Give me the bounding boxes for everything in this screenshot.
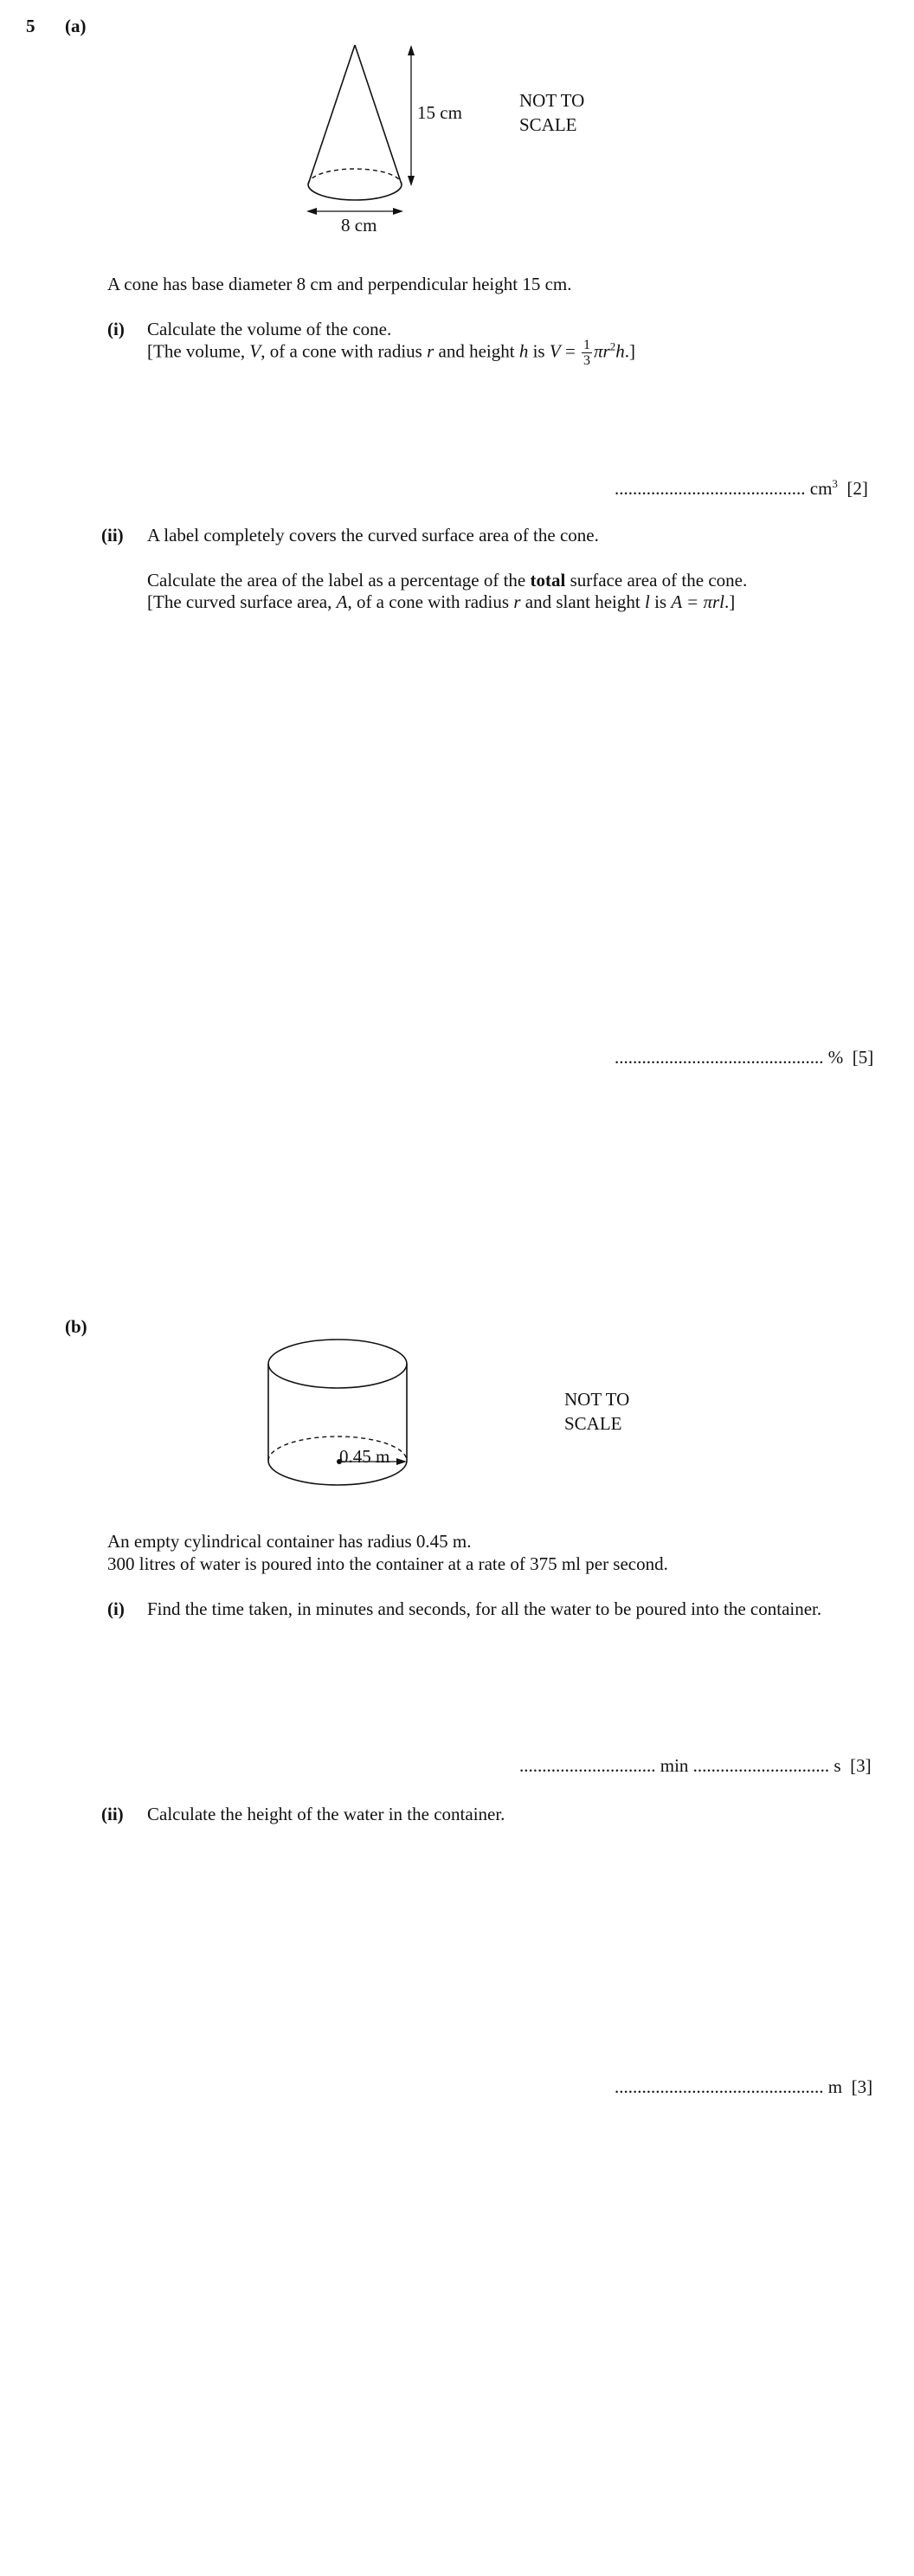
cone-diameter-label: 8 cm [341,215,377,236]
height-arrow-head-bottom [408,176,415,186]
hint-text: is [528,340,550,362]
instruction-text: surface area of the cone. [565,570,748,591]
scale-note-b-line1: NOT TO [564,1389,630,1410]
cone-left-edge [308,45,355,184]
part-a-i-label: (i) [107,319,125,339]
scale-note-a-line1: NOT TO [519,90,585,111]
part-a-label: (a) [65,16,87,36]
formula-equals: = [560,340,581,362]
part-a-intro: A cone has base diameter 8 cm and perpendicular height 15 cm. [107,274,572,294]
hint-close: .] [624,340,635,362]
hint-var-h: h [518,340,529,362]
hint-var-a: A [336,591,348,612]
part-b-ii-answer-line[interactable] [615,2076,872,2098]
radius-arrow-head [396,1458,407,1465]
cylinder-top [268,1340,407,1388]
cylinder-radius-label: 0.45 m [339,1446,390,1467]
part-a-i-answer-line[interactable] [615,477,868,500]
scale-note-a-line2: SCALE [519,114,577,135]
part-a-ii-instruction [147,570,747,591]
marks: [5] [852,1047,874,1068]
marks: [2] [846,478,868,499]
answer-unit-seconds: s [834,1755,841,1776]
answer-dots[interactable]: .............................................. [615,2076,824,2097]
hint-text: and height [434,340,519,362]
cylinder-diagram [260,1325,433,1498]
answer-dots-seconds[interactable]: .............................. [692,1755,830,1776]
part-b-i-text: Find the time taken, in minutes and seconds, for all the water to be poured into the container. [147,1598,822,1619]
part-a-ii-label: (ii) [101,525,124,546]
hint-text: [The volume, [147,340,250,362]
part-b-intro-line2: 300 litres of water is poured into the container at a rate of 375 ml per second. [107,1553,668,1574]
instruction-emphasis: total [530,570,566,591]
marks: [3] [851,2076,873,2097]
answer-unit: m [827,2076,843,2097]
diameter-arrow-head-left [306,208,317,215]
diameter-arrow-head-right [393,208,403,215]
answer-dots[interactable]: .......................................... [615,478,806,499]
answer-unit-minutes: min [660,1755,689,1776]
hint-text: , of a cone with radius [261,340,428,362]
hint-close: .] [724,591,736,612]
fraction-numerator: 1 [583,338,591,352]
part-a-ii-answer-line[interactable] [615,1047,873,1068]
formula-exponent: 2 [609,339,616,353]
question-number: 5 [26,16,35,36]
answer-unit: cm [809,478,833,499]
cone-height-label: 15 cm [417,102,462,123]
part-b-label: (b) [65,1316,87,1337]
part-a-ii-hint [147,591,735,613]
hint-var-r: r [427,340,434,362]
answer-unit: % [827,1047,844,1068]
hint-var-v: V [249,340,261,362]
formula-fraction [582,338,592,368]
scale-note-b-line2: SCALE [564,1413,622,1434]
hint-var-l: l [644,591,650,612]
formula-pi-r: πr [594,340,610,362]
part-b-intro-line1: An empty cylindrical container has radius 0.45 m. [107,1531,472,1552]
hint-text: and slant height [520,591,645,612]
cone-base-front [308,184,402,200]
part-b-i-label: (i) [107,1598,125,1619]
unit-exponent: 3 [832,477,838,490]
hint-text: , of a cone with radius [347,591,514,612]
part-b-ii-text: Calculate the height of the water in the container. [147,1804,505,1824]
hint-text: [The curved surface area, [147,591,337,612]
formula-var-v: V [549,340,561,362]
marks: [3] [850,1755,872,1776]
instruction-text: Calculate the area of the label as a percentage of the [147,570,531,591]
part-b-ii-label: (ii) [101,1804,124,1824]
part-a-ii-text: A label completely covers the curved surface area of the cone. [147,525,599,546]
part-b-i-answer-line[interactable] [519,1755,872,1777]
cone-diagram [294,35,485,242]
formula: A = πrl [671,591,724,612]
answer-dots[interactable]: .............................................. [615,1047,824,1068]
formula-var-h: h [615,340,625,362]
hint-text: is [649,591,672,612]
height-arrow-head-top [408,45,415,55]
fraction-denominator: 3 [583,353,591,368]
answer-dots-minutes[interactable]: .............................. [519,1755,656,1776]
part-a-i-hint [147,338,635,368]
part-a-i-text: Calculate the volume of the cone. [147,319,392,339]
cone-right-edge [355,45,402,184]
hint-var-r: r [513,591,521,612]
cone-base-back [308,169,402,184]
